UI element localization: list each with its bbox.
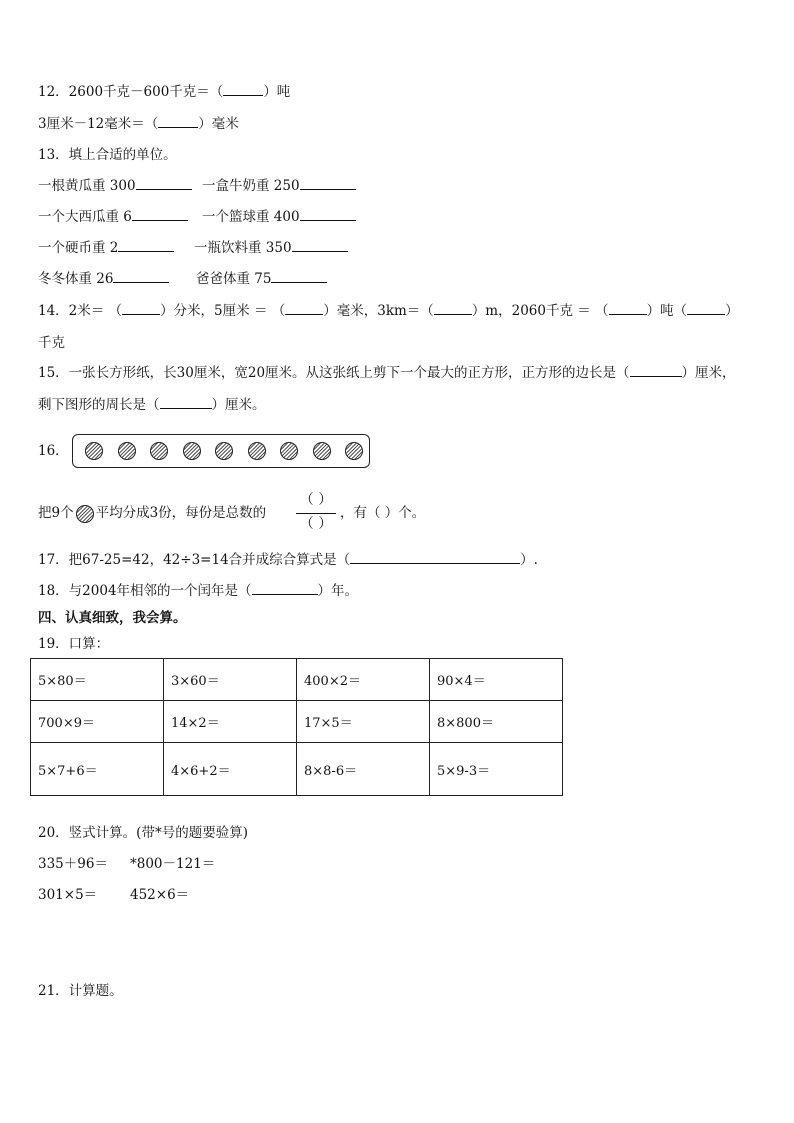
q20-item: 301×5＝	[38, 887, 98, 903]
ball-icon	[183, 442, 201, 460]
q13-item: 一个大西瓜重 6	[38, 208, 188, 226]
table-cell: 5×80＝	[31, 659, 164, 701]
table-cell: 8×800＝	[430, 701, 563, 743]
answer-blank[interactable]	[118, 239, 174, 252]
q13-item: 一根黄瓜重 300	[38, 177, 192, 195]
ball-icon	[85, 442, 103, 460]
fraction-bar	[296, 513, 336, 514]
q20-title: 20．竖式计算。(带*号的题要验算)	[38, 825, 248, 841]
q12-line1: 12．2600千克－600千克＝（ ）吨	[38, 84, 291, 100]
q16-tail: ，有（ ）个。	[340, 505, 426, 521]
answer-blank[interactable]	[630, 364, 682, 377]
answer-blank[interactable]	[113, 270, 169, 283]
answer-blank[interactable]	[609, 302, 647, 315]
answer-blank[interactable]	[223, 83, 263, 96]
table-cell: 4×6+2＝	[164, 743, 297, 796]
table-cell: 5×7+6＝	[31, 743, 164, 796]
answer-blank[interactable]	[158, 115, 198, 128]
q13-item: 一个硬币重 2	[38, 239, 174, 257]
fraction	[294, 491, 338, 535]
q13-item: 冬冬体重 26	[38, 270, 169, 288]
q16-text: 把9个 平均分成3份，每份是总数的	[38, 505, 267, 521]
table-cell: 90×4＝	[430, 659, 563, 701]
q17: 17．把67-25=42，42÷3=14合并成综合算式是（ ）.	[38, 552, 538, 568]
q14-line2: 千克	[38, 335, 65, 351]
table-cell: 700×9＝	[31, 701, 164, 743]
table-row	[31, 701, 563, 743]
ball-container	[72, 434, 370, 468]
ball-icon	[150, 442, 168, 460]
q15-line1: 15．一张长方形纸，长30厘米，宽20厘米。从这张纸上剪下一个最大的正方形，正方形的边长是（ ）厘米，	[38, 365, 736, 381]
q19-title: 19．口算：	[38, 636, 110, 652]
ball-icon	[248, 442, 266, 460]
q18: 18．与2004年相邻的一个闰年是（ ）年。	[38, 583, 359, 599]
q20-item: *800－121＝	[130, 856, 216, 872]
ball-icon	[215, 442, 233, 460]
table-cell: 3×60＝	[164, 659, 297, 701]
table-cell: 14×2＝	[164, 701, 297, 743]
section-heading: 四、认真细致，我会算。	[38, 610, 187, 626]
q20-item: 335＋96＝	[38, 856, 108, 872]
ball-icon	[280, 442, 298, 460]
fraction-denominator[interactable]: （ ）	[299, 516, 333, 532]
fraction-numerator[interactable]: （ ）	[299, 492, 333, 508]
answer-blank[interactable]	[687, 302, 725, 315]
answer-blank[interactable]	[300, 208, 356, 221]
q13-item: 一盒牛奶重 250	[202, 177, 356, 195]
table-row	[31, 743, 563, 796]
q21-title: 21．计算题。	[38, 983, 123, 999]
q20-item: 452×6＝	[130, 887, 190, 903]
ball-icon	[118, 442, 136, 460]
answer-blank[interactable]	[271, 270, 327, 283]
answer-blank[interactable]	[136, 177, 192, 190]
answer-blank[interactable]	[434, 302, 472, 315]
answer-blank[interactable]	[252, 582, 318, 595]
mental-math-table	[30, 658, 563, 796]
q13-title: 13．填上合适的单位。	[38, 147, 177, 163]
table-cell: 8×8-6＝	[297, 743, 430, 796]
ball-icon	[313, 442, 331, 460]
answer-blank[interactable]	[350, 551, 520, 564]
q16-label: 16．	[38, 443, 69, 459]
q14-line1: 14．2米＝ （ ）分米，5厘米 ＝ （ ）毫米，3km＝（ ）m，2060千克 ＝ （ ）吨（ ）	[38, 303, 739, 319]
table-row	[31, 659, 563, 701]
table-cell: 400×2＝	[297, 659, 430, 701]
answer-blank[interactable]	[160, 396, 212, 409]
q15-line2: 剩下图形的周长是（ ）厘米。	[38, 397, 266, 413]
ball-icon	[345, 442, 363, 460]
ball-icon	[76, 505, 94, 523]
answer-blank[interactable]	[122, 302, 160, 315]
q12-line2: 3厘米－12毫米＝（ ）毫米	[38, 116, 239, 132]
table-cell: 5×9-3＝	[430, 743, 563, 796]
answer-blank[interactable]	[285, 302, 323, 315]
answer-blank[interactable]	[132, 208, 188, 221]
q13-item: 一个篮球重 400	[202, 208, 356, 226]
table-cell: 17×5＝	[297, 701, 430, 743]
q13-item: 一瓶饮料重 350	[194, 239, 348, 257]
answer-blank[interactable]	[300, 177, 356, 190]
q13-item: 爸爸体重 75	[196, 270, 327, 288]
answer-blank[interactable]	[292, 239, 348, 252]
